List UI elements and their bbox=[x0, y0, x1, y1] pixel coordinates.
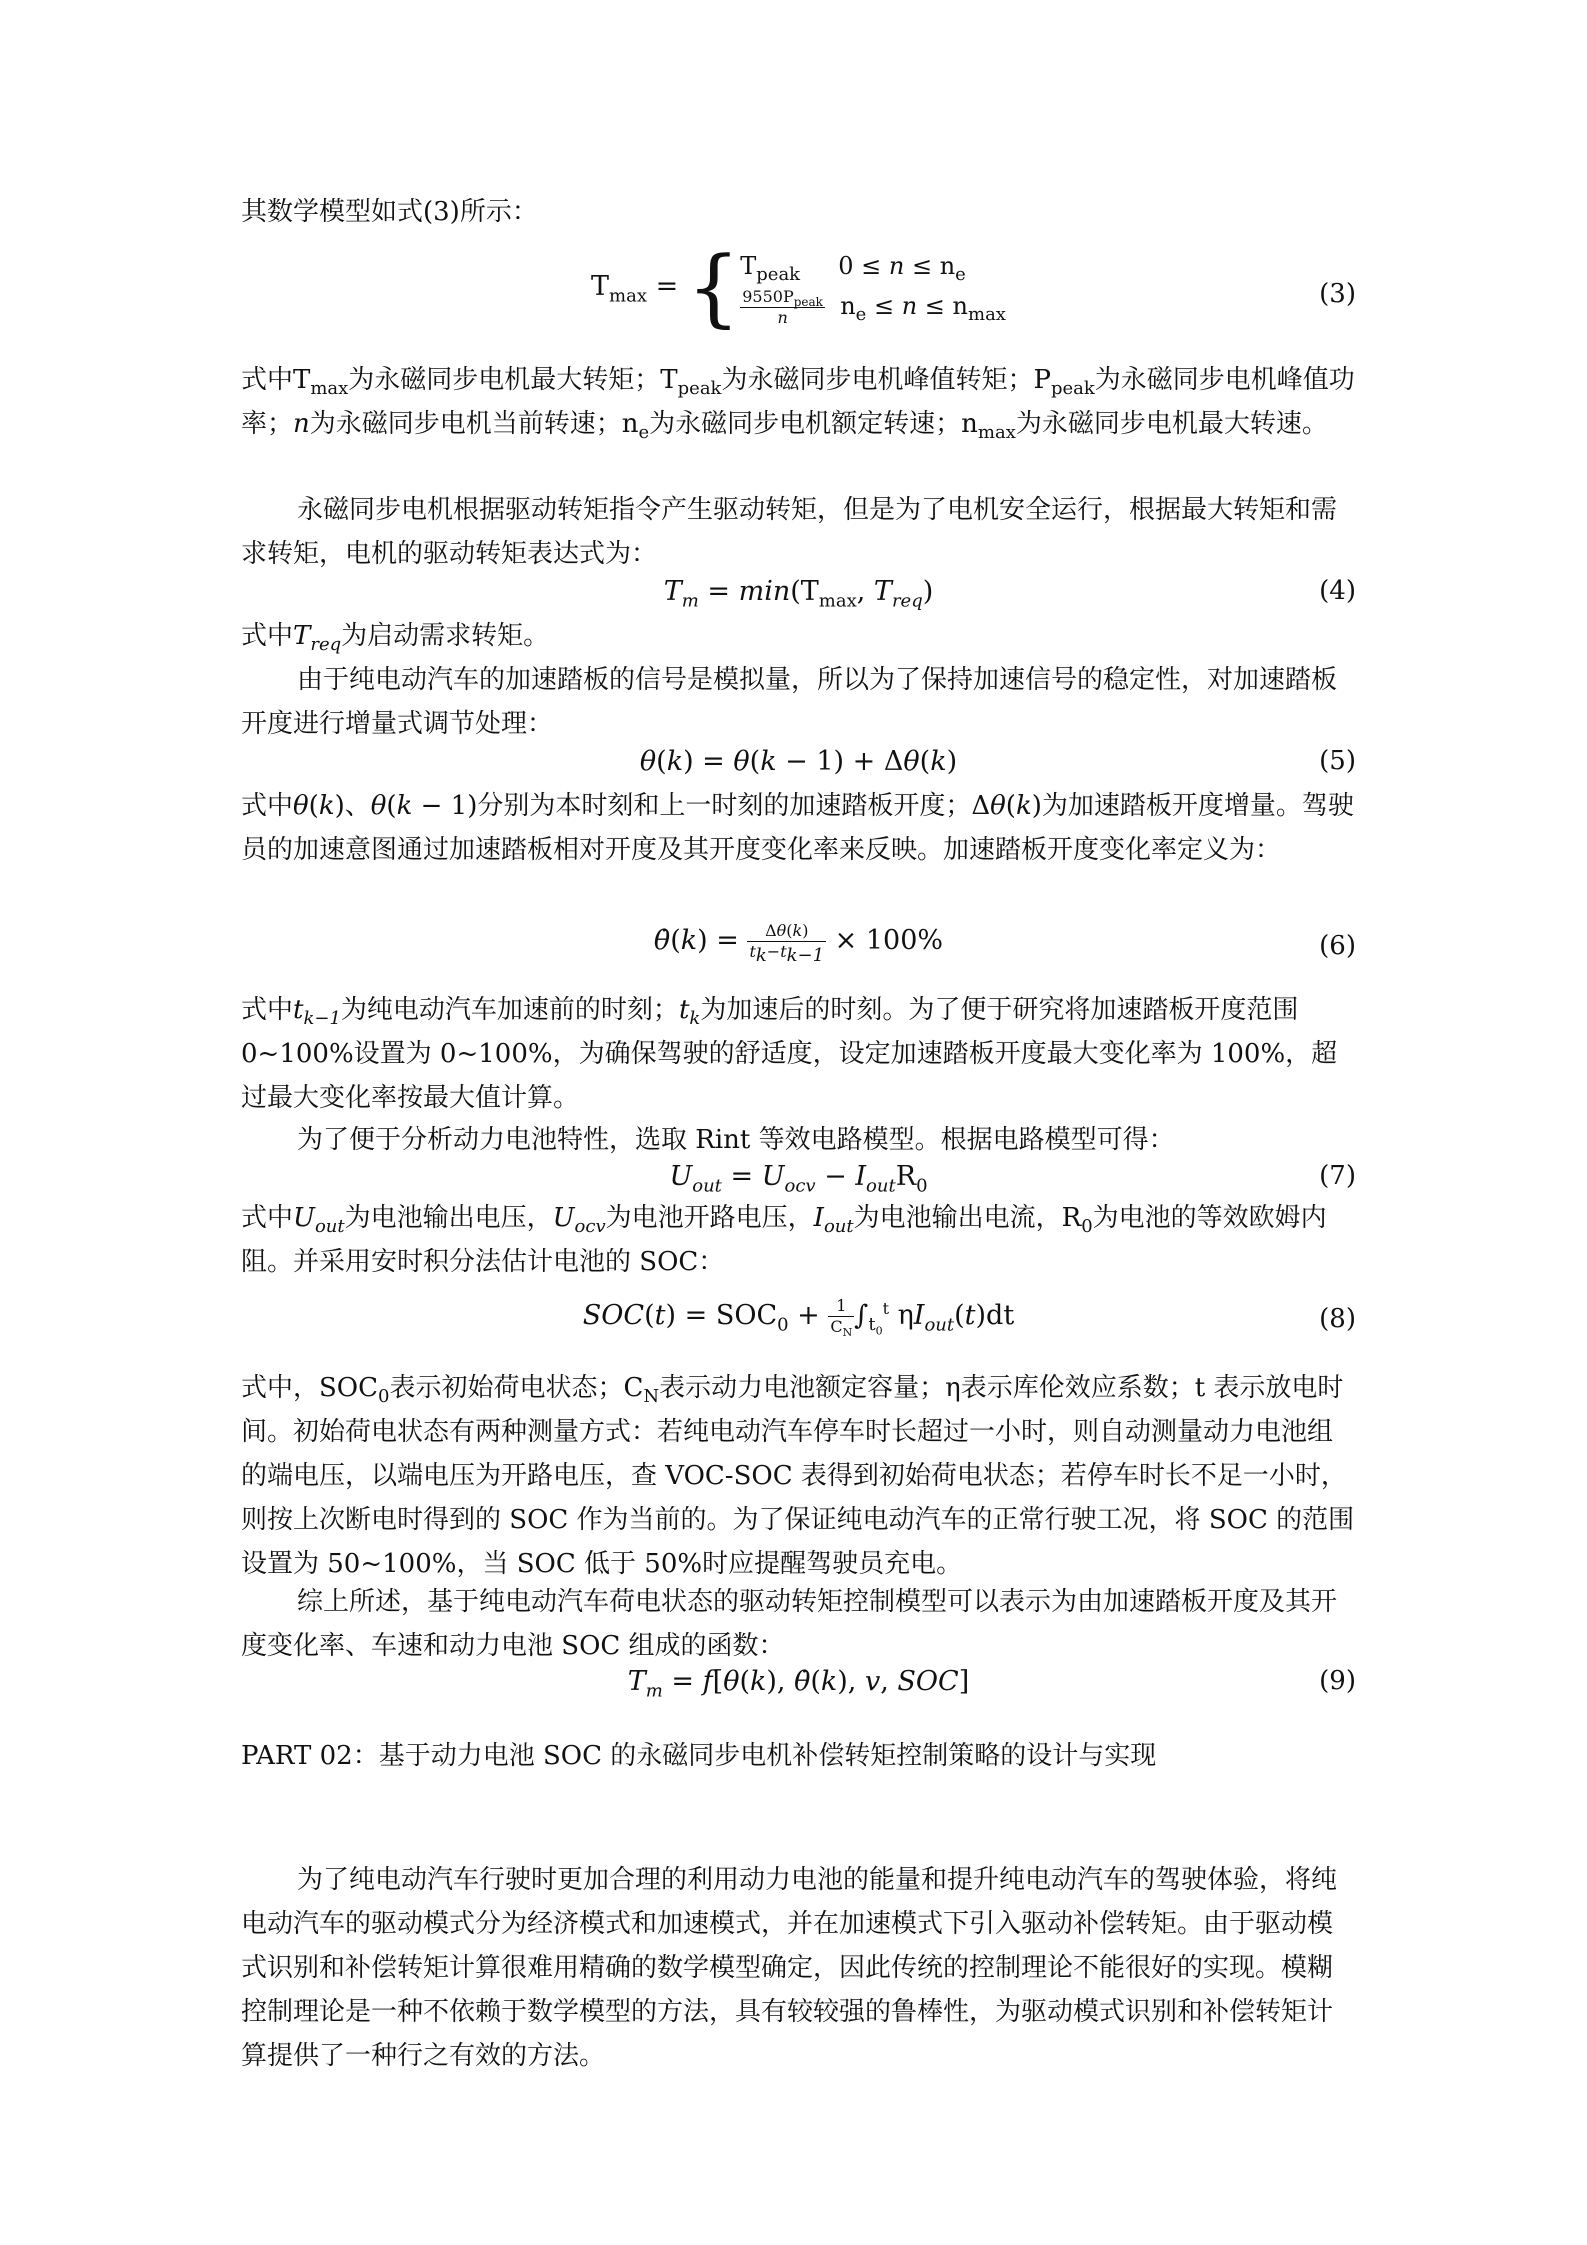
paragraph-soc: 式中，$SOC_0$表示初始荷电状态；$C_N$表示动力电池额定容量；η表示库伦效应系数；t 表示放电时间。初始荷电状态有两种测量方式：若纯电动汽车停车时长超过一小时，则自动测量动力电池组的端电压，以端电压为开路电压，查 VOC-SOC 表得到初始荷电状态；若停车时长不足一小时，则按上次断电时得到的 SOC 作为当前的。为了保证纯电动汽车的正常行驶工况，将 SOC 的范围设置为 50~100%，当 SOC 低于 50%时应提醒驾驶员充电。 bbox=[241, 1373, 1355, 1579]
paragraph-rint: 为了便于分析动力电池特性，选取 Rint 等效电路模型。根据电路模型可得： bbox=[297, 1125, 1175, 1155]
equation-6 bbox=[241, 915, 1356, 975]
paragraph-treq: 式中$T_{req}$为启动需求转矩。 bbox=[241, 621, 550, 656]
equation-3-formula: $T_{max}$ = { $T_{peak}$ $0 \le n \le n_e$ $\frac{9550P_{peak}}{n}$ $n_e \le n \le n_{max}$ bbox=[591, 238, 1006, 336]
intro-line: 其数学模型如式(3)所示： bbox=[241, 197, 538, 227]
paragraph-summary: 综上所述，基于纯电动汽车荷电状态的驱动转矩控制模型可以表示为由加速踏板开度及其开度变化率、车速和动力电池 SOC 组成的函数： bbox=[241, 1587, 1338, 1661]
paragraph-pedal: 由于纯电动汽车的加速踏板的信号是模拟量，所以为了保持加速信号的稳定性，对加速踏板开度进行增量式调节处理： bbox=[241, 665, 1338, 739]
equation-7-number: (7) bbox=[1319, 1161, 1356, 1191]
paragraph-voltage: 式中$U_{out}$为电池输出电压，$U_{ocv}$为电池开路电压，$I_{out}$为电池输出电流，$R_0$为电池的等效欧姆内阻。并采用安时积分法估计电池的 SOC： bbox=[241, 1203, 1327, 1277]
equation-9-number: (9) bbox=[1319, 1666, 1356, 1696]
equation-4-number: (4) bbox=[1319, 576, 1356, 606]
equation-8-number: (8) bbox=[1319, 1304, 1356, 1334]
paragraph-last: 为了纯电动汽车行驶时更加合理的利用动力电池的能量和提升纯电动汽车的驾驶体验，将纯电动汽车的驱动模式分为经济模式和加速模式，并在加速模式下引入驱动补偿转矩。由于驱动模式识别和补偿转矩计算很难用精确的数学模型确定，因此传统的控制理论不能很好的实现。模糊控制理论是一种不依赖于数学模型的方法，具有较较强的鲁棒性，为驱动模式识别和补偿转矩计算提供了一种行之有效的方法。 bbox=[241, 1865, 1338, 2071]
equation-3-number: (3) bbox=[1319, 279, 1356, 309]
paragraph-time: 式中$t_{k-1}$为纯电动汽车加速前的时刻；$t_k$为加速后的时刻。为了便于研究将加速踏板开度范围 0~100%设置为 0~100%，为确保驾驶的舒适度，设定加速踏板开度最大变化率为 100%，超过最大变化率按最大值计算。 bbox=[241, 995, 1338, 1113]
equation-3 bbox=[241, 238, 1356, 345]
equation-4-formula: $T_m = \min(T_{max}$, $T_{req}$) bbox=[663, 576, 934, 612]
equation-5 bbox=[241, 740, 1356, 790]
equation-7-formula: $U_{out} = U_{ocv} - I_{out}R_0$ bbox=[669, 1161, 928, 1197]
equation-8-formula: $SOC(t) = SOC_0$ + $\frac{1}{C_N}$ $\int_{t_0}^t$ $\eta I_{out}(t)dt$ bbox=[582, 1296, 1015, 1340]
equation-6-number: (6) bbox=[1319, 931, 1356, 961]
equation-5-formula: θ(k) = θ(k − 1) + Δθ(k) bbox=[639, 746, 958, 777]
paragraph-tmax: 式中$T_{max}$为永磁同步电机最大转矩；$T_{peak}$为永磁同步电机峰值转矩；$P_{peak}$为永磁同步电机峰值功率；n为永磁同步电机当前转速；$n_e$为永磁同步电机额定转速；$n_{max}$为永磁同步电机最大转速。 bbox=[241, 365, 1355, 444]
section-heading: PART 02：基于动力电池 SOC 的永磁同步电机补偿转矩控制策略的设计与实现 bbox=[241, 1741, 1157, 1771]
paragraph-drive: 永磁同步电机根据驱动转矩指令产生驱动转矩，但是为了电机安全运行，根据最大转矩和需求转矩，电机的驱动转矩表达式为： bbox=[241, 495, 1338, 569]
equation-9 bbox=[241, 1660, 1356, 1710]
equation-9-formula: $T_m = f[\theta(k)$, θ̇(k), v, SOC] bbox=[627, 1666, 970, 1702]
equation-4 bbox=[241, 570, 1356, 620]
equation-8 bbox=[241, 1290, 1356, 1350]
paragraph-theta: 式中θ(k)、θ(k − 1)分别为本时刻和上一时刻的加速踏板开度；Δθ(k)为加速踏板开度增量。驾驶员的加速意图通过加速踏板相对开度及其开度变化率来反映。加速踏板开度变化率定义为： bbox=[241, 791, 1354, 865]
equation-5-number: (5) bbox=[1319, 746, 1356, 776]
equation-6-formula: θ̇(k) = $\frac{\Delta\theta(k)}{t_k-t_{k-1}}$ × 100% bbox=[653, 921, 944, 967]
